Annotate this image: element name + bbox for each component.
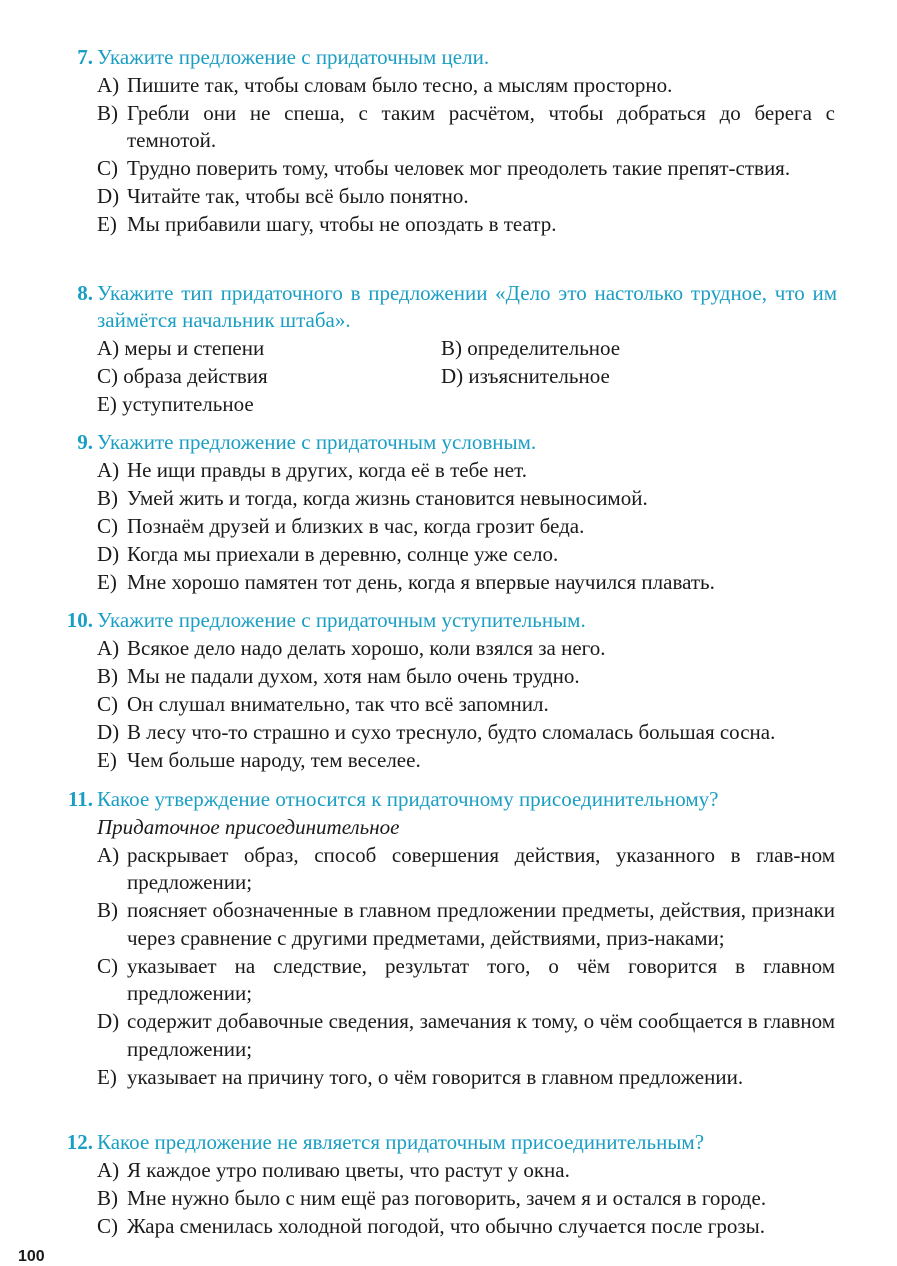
option-text: Мы прибавили шагу, чтобы не опоздать в театр. bbox=[127, 212, 557, 236]
option-label: A) bbox=[97, 1157, 120, 1182]
option-text: Жара сменилась холодной погодой, что обычно случается после грозы. bbox=[127, 1213, 766, 1238]
option-d bbox=[0, 541, 835, 569]
question-number: 12. bbox=[66, 1130, 93, 1154]
option-label: B) bbox=[97, 100, 118, 125]
option-label: B) bbox=[97, 1185, 118, 1210]
question-text: Укажите предложение с придаточным уступительным. bbox=[97, 608, 586, 632]
option-text: Пишите так, чтобы словам было тесно, а мыслям просторно. bbox=[127, 72, 673, 97]
option-text: Я каждое утро поливаю цветы, что растут у окна. bbox=[127, 1157, 570, 1182]
option-d bbox=[0, 719, 835, 747]
option-text: Познаём друзей и близких в час, когда грозит беда. bbox=[127, 513, 585, 538]
option-label: B) bbox=[97, 663, 118, 688]
option-text: Не ищи правды в других, когда её в тебе нет. bbox=[127, 457, 527, 482]
option-a bbox=[97, 334, 264, 362]
question-text: Укажите тип придаточного в предложении «Дело это настолько трудное, что им займётся начальник штаба». bbox=[97, 281, 837, 332]
option-label: E) bbox=[97, 212, 117, 236]
question-title bbox=[0, 429, 837, 456]
option-b bbox=[0, 485, 835, 513]
option-text: Мне хорошо памятен тот день, когда я впервые научился плавать. bbox=[127, 569, 715, 594]
option-b bbox=[0, 663, 835, 691]
option-text: изъяснительное bbox=[468, 364, 610, 388]
option-label: C) bbox=[97, 513, 118, 538]
option-label: B) bbox=[441, 336, 462, 360]
option-label: A) bbox=[97, 72, 120, 97]
option-text: В лесу что-то страшно и сухо треснуло, будто сломалась большая сосна. bbox=[127, 719, 776, 744]
question-text: Какое утверждение относится к придаточному присоединительному? bbox=[97, 787, 719, 811]
option-text: Когда мы приехали в деревню, солнце уже село. bbox=[127, 541, 559, 566]
option-text: раскрывает образ, способ совершения действия, указанного в глав-ном предложении; bbox=[127, 842, 835, 894]
option-text: указывает на причину того, о чём говорится в главном предложении. bbox=[127, 1064, 744, 1089]
option-text: Умей жить и тогда, когда жизнь становится невыносимой. bbox=[127, 485, 648, 510]
option-label: B) bbox=[97, 898, 118, 922]
option-a bbox=[0, 72, 835, 100]
option-label: A) bbox=[97, 842, 120, 867]
option-text: меры и степени bbox=[124, 336, 265, 360]
option-b bbox=[0, 100, 835, 155]
option-label: E) bbox=[97, 747, 117, 772]
question-subtitle: Придаточное присоединительное bbox=[97, 815, 400, 839]
question-number: 10. bbox=[66, 608, 93, 632]
option-label: D) bbox=[97, 1009, 120, 1033]
option-text: указывает на следствие, результат того, о чём говорится в главном предложении; bbox=[127, 953, 835, 1005]
question-title bbox=[0, 44, 837, 71]
option-a bbox=[0, 635, 835, 663]
question-title bbox=[0, 280, 837, 334]
option-text: Мы не падали духом, хотя нам было очень трудно. bbox=[127, 663, 580, 688]
options-grid bbox=[0, 334, 897, 418]
option-label: C) bbox=[97, 156, 118, 180]
option-text: Чем больше народу, тем веселее. bbox=[127, 747, 421, 772]
option-c bbox=[0, 953, 835, 1008]
page-number: 100 bbox=[18, 1248, 45, 1265]
option-text: определительное bbox=[467, 336, 621, 360]
option-label: C) bbox=[97, 1213, 118, 1238]
option-b bbox=[0, 1185, 835, 1213]
question-number: 8. bbox=[77, 281, 93, 305]
option-label: A) bbox=[97, 457, 120, 482]
option-e bbox=[0, 747, 835, 775]
option-d bbox=[0, 183, 835, 211]
question-9 bbox=[0, 429, 897, 596]
option-a bbox=[0, 457, 835, 485]
option-text: Мне нужно было с ним ещё раз поговорить, зачем я и остался в городе. bbox=[127, 1185, 767, 1210]
option-label: E) bbox=[97, 1064, 117, 1089]
option-label: D) bbox=[97, 719, 120, 744]
question-title bbox=[0, 607, 837, 634]
option-label: C) bbox=[97, 953, 118, 978]
question-text: Какое предложение не является придаточным присоединительным? bbox=[97, 1130, 705, 1154]
question-text: Укажите предложение с придаточным цели. bbox=[97, 45, 490, 69]
option-label: D) bbox=[97, 541, 120, 566]
option-c bbox=[97, 362, 268, 390]
question-number: 9. bbox=[77, 430, 93, 454]
option-c bbox=[0, 513, 835, 541]
option-c bbox=[0, 1213, 835, 1241]
question-title bbox=[0, 786, 837, 813]
option-label: A) bbox=[97, 635, 120, 660]
option-e bbox=[97, 390, 254, 418]
option-e bbox=[0, 1064, 835, 1092]
option-c bbox=[0, 691, 835, 719]
question-8 bbox=[0, 280, 897, 418]
question-number: 11. bbox=[67, 787, 93, 811]
option-label: C) bbox=[97, 691, 118, 716]
option-text: Трудно поверить тому, чтобы человек мог преодолеть такие препят-ствия. bbox=[127, 156, 791, 180]
question-12 bbox=[0, 1129, 897, 1240]
option-text: образа действия bbox=[123, 364, 268, 388]
option-text: Он слушал внимательно, так что всё запомнил. bbox=[127, 691, 549, 716]
option-e bbox=[0, 569, 835, 597]
option-d bbox=[441, 362, 610, 390]
option-label: C) bbox=[97, 364, 118, 388]
option-label: A) bbox=[97, 336, 120, 360]
question-7 bbox=[0, 44, 897, 239]
option-c bbox=[0, 155, 835, 183]
option-label: E) bbox=[97, 392, 117, 416]
option-e bbox=[0, 211, 835, 239]
option-a bbox=[0, 842, 835, 897]
question-text: Укажите предложение с придаточным условным. bbox=[97, 430, 537, 454]
option-label: B) bbox=[97, 485, 118, 510]
option-text: уступительное bbox=[122, 392, 254, 416]
question-number: 7. bbox=[77, 45, 93, 69]
option-d bbox=[0, 1008, 835, 1063]
option-b bbox=[0, 897, 835, 952]
option-label: D) bbox=[441, 364, 464, 388]
option-label: E) bbox=[97, 569, 117, 594]
option-text: Гребли они не спеша, с таким расчётом, чтобы добраться до берега с темнотой. bbox=[127, 100, 835, 152]
question-11 bbox=[0, 786, 897, 1091]
option-text: Читайте так, чтобы всё было понятно. bbox=[127, 184, 469, 208]
option-label: D) bbox=[97, 184, 120, 208]
option-text: Всякое дело надо делать хорошо, коли взялся за него. bbox=[127, 635, 606, 660]
option-text: поясняет обозначенные в главном предложении предметы, действия, признаки через сравнение с другими предметами, действиями, приз-наками; bbox=[127, 898, 835, 950]
question-title bbox=[0, 1129, 837, 1156]
option-text: содержит добавочные сведения, замечания к тому, о чём сообщается в главном предложении; bbox=[127, 1009, 835, 1061]
option-a bbox=[0, 1157, 835, 1185]
question-10 bbox=[0, 607, 897, 774]
option-b bbox=[441, 334, 620, 362]
